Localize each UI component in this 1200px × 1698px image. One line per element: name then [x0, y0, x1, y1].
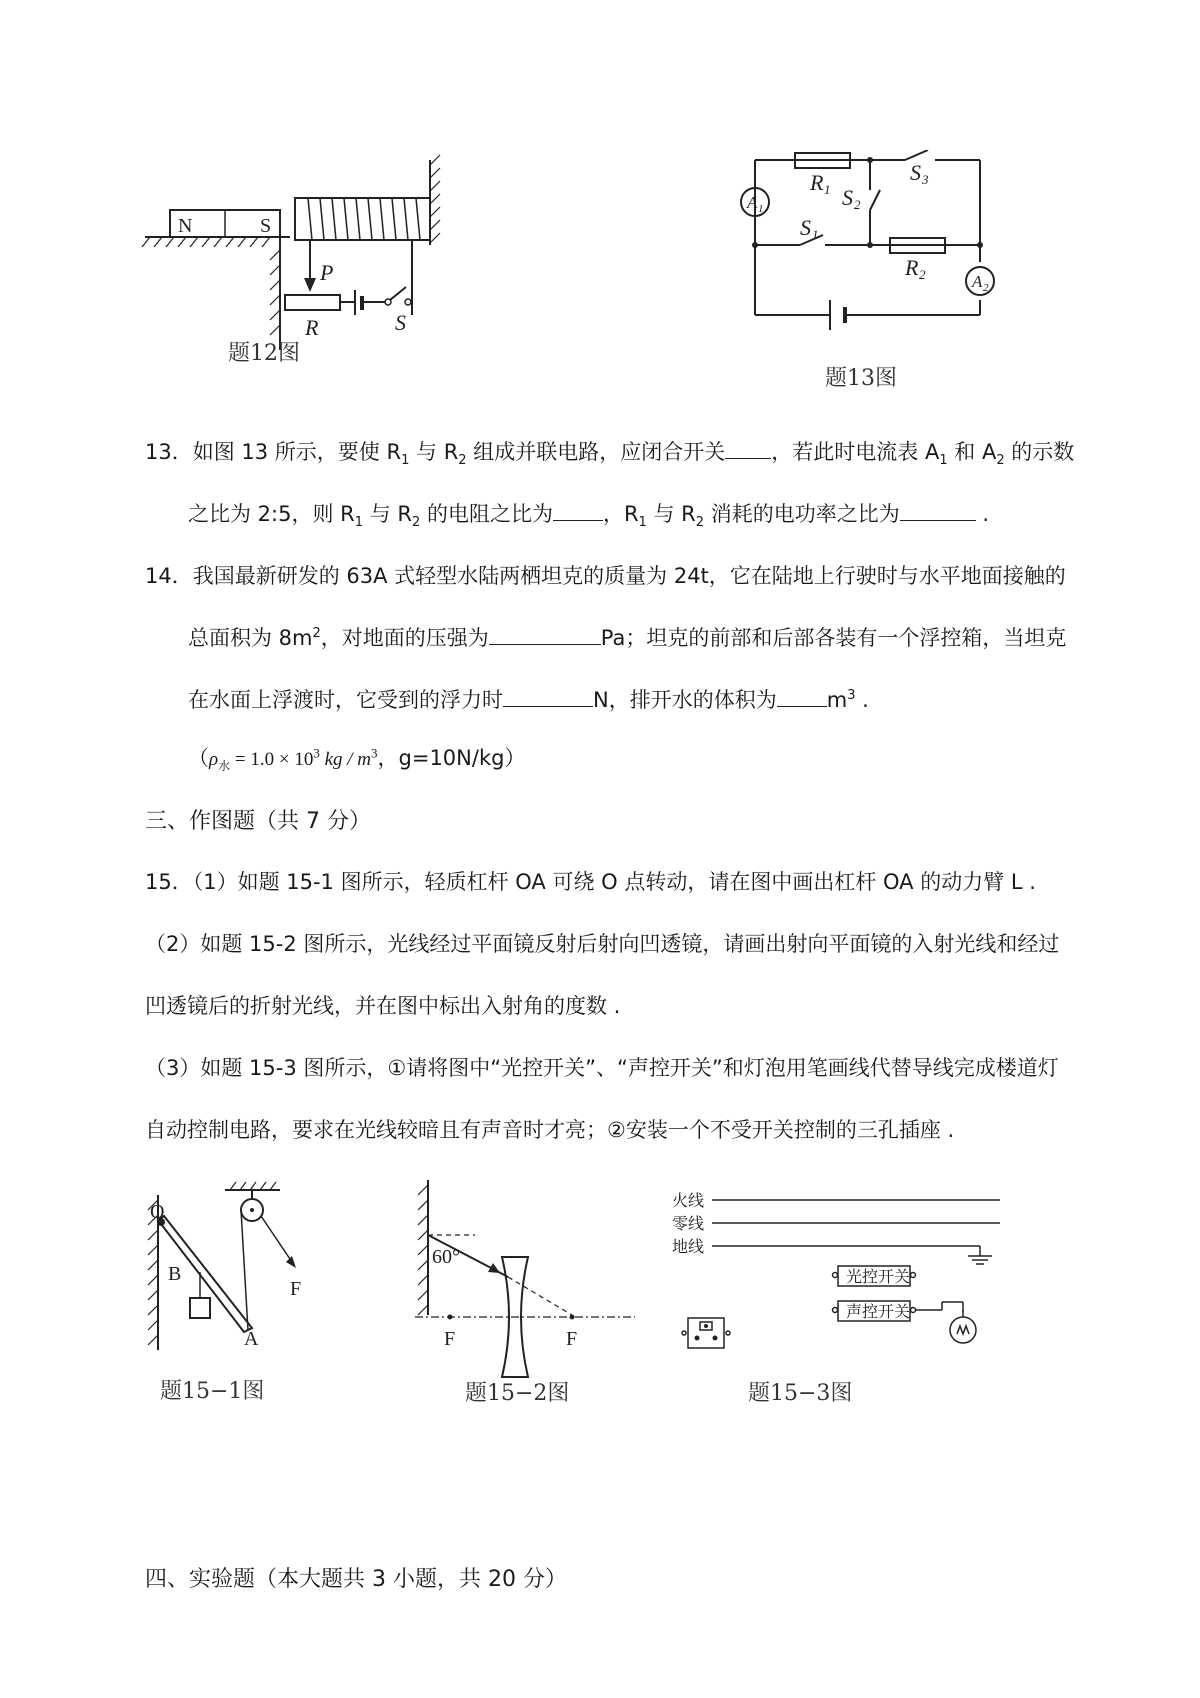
- figure-15-1-caption: 题15−1图: [160, 1379, 265, 1404]
- section-3-title: 三、作图题（共 7 分）: [145, 809, 371, 834]
- q14-line-2: 总面积为 $8m^2$，对地面的压强为 Pa；坦克的前部和后部各装有一个浮控箱，当坦克: [188, 626, 1067, 650]
- force-f-label: F: [290, 1278, 302, 1300]
- ground-wire-label: 地线: [672, 1237, 705, 1256]
- figure-15-3: [660, 1190, 1040, 1420]
- figure-12: [140, 150, 480, 390]
- s2-label: S: [842, 185, 853, 210]
- figure-13-caption: 题13图: [825, 366, 897, 391]
- magnet-n-label: N: [178, 215, 193, 237]
- section-4-title: 四、实验题（本大题共 3 小题，共 20 分）: [145, 1567, 567, 1592]
- live-wire-label: 火线: [672, 1191, 705, 1210]
- switch-s-label: S: [395, 310, 406, 335]
- a2-label: A: [972, 272, 983, 291]
- r1-label: R: [810, 170, 824, 195]
- q13-line-2: 之比为 2:5，则 $R_1$ 与 $R_2$ 的电阻之比为 ，$R_1$ 与 $R_2$ 消耗的电功率之比为 .: [188, 502, 990, 531]
- magnet-s-label: S: [260, 215, 272, 237]
- q14-blank-3[interactable]: [777, 688, 827, 707]
- neutral-wire-label: 零线: [672, 1214, 705, 1233]
- point-a-label: A: [244, 1328, 259, 1350]
- bulb-icon[interactable]: [950, 1317, 976, 1343]
- sound-switch-label: 声控开关: [846, 1302, 911, 1321]
- figure-15-2: [410, 1175, 640, 1420]
- q14-blank-1[interactable]: [489, 626, 601, 645]
- figure-15-3-caption: 题15−3图: [748, 1381, 853, 1406]
- light-switch-label: 光控开关: [846, 1267, 911, 1286]
- figure-12-caption: 题12图: [228, 341, 300, 366]
- focal-right-label: F: [566, 1328, 578, 1350]
- slider-p-label: P: [320, 260, 334, 285]
- q13-blank-3[interactable]: [900, 502, 976, 521]
- q13-line-1: 13．如图 13 所示，要使 $R_1$ 与 $R_2$ 组成并联电路，应闭合开关 ，若此时电流表 $A_1$ 和 $A_2$ 的示数: [145, 440, 1075, 469]
- figure-15-2-caption: 题15−2图: [465, 1381, 570, 1406]
- figure-15-1: [140, 1180, 350, 1420]
- q14-line-1: 14．我国最新研发的 63A 式轻型水陆两栖坦克的质量为 24t，它在陆地上行驶时与水平地面接触的: [145, 564, 1066, 588]
- figure-13: [720, 150, 1020, 400]
- q13-blank-1[interactable]: [725, 440, 771, 459]
- s2-sub: 2: [854, 197, 861, 212]
- q15-line-5: 自动控制电路，要求在光线较暗且有声音时才亮；②安装一个不受开关控制的三孔插座 .: [145, 1118, 955, 1142]
- a1-sub: 1: [758, 203, 764, 215]
- q14-blank-2[interactable]: [503, 688, 593, 707]
- q14-line-4: （$\rho_水 = 1.0 \times 10^3$ kg / $m^3$，g=10N/kg）: [188, 745, 526, 773]
- rheostat-r-label: R: [305, 315, 319, 340]
- focal-left-label: F: [444, 1328, 456, 1350]
- s1-label: S: [800, 215, 811, 240]
- a2-sub: 2: [983, 282, 989, 294]
- rho-water-formula: $\rho_水 = 1.0 \times 10^3$ kg / $m^3$: [209, 745, 378, 773]
- point-b-label: B: [168, 1263, 182, 1285]
- q14-line-3: 在水面上浮渡时，它受到的浮力时 N，排开水的体积为 $m^3$ .: [188, 688, 869, 712]
- s3-label: S: [910, 160, 921, 185]
- a1-label: A: [747, 193, 758, 212]
- q15-line-3: 凹透镜后的折射光线，并在图中标出入射角的度数 .: [145, 994, 621, 1018]
- point-o-label: O: [150, 1201, 165, 1223]
- s3-sub: 3: [922, 172, 929, 187]
- q15-line-1: 15．（1）如题 15-1 图所示，轻质杠杆 OA 可绕 O 点转动，请在图中画出杠杆 OA 的动力臂 L .: [145, 870, 1036, 894]
- r1-sub: 1: [824, 182, 831, 197]
- q15-line-2: （2）如题 15-2 图所示，光线经过平面镜反射后射向凹透镜，请画出射向平面镜的入射光线和经过: [145, 932, 1060, 956]
- r2-label: R: [905, 255, 919, 280]
- q13-blank-2[interactable]: [553, 502, 603, 521]
- s1-sub: 1: [812, 227, 819, 242]
- angle-label: 60°: [432, 1246, 460, 1268]
- q15-line-4: （3）如题 15-3 图所示，①请将图中“光控开关”、“声控开关”和灯泡用笔画线代替导线完成楼道灯: [145, 1056, 1059, 1080]
- r2-sub: 2: [919, 267, 926, 282]
